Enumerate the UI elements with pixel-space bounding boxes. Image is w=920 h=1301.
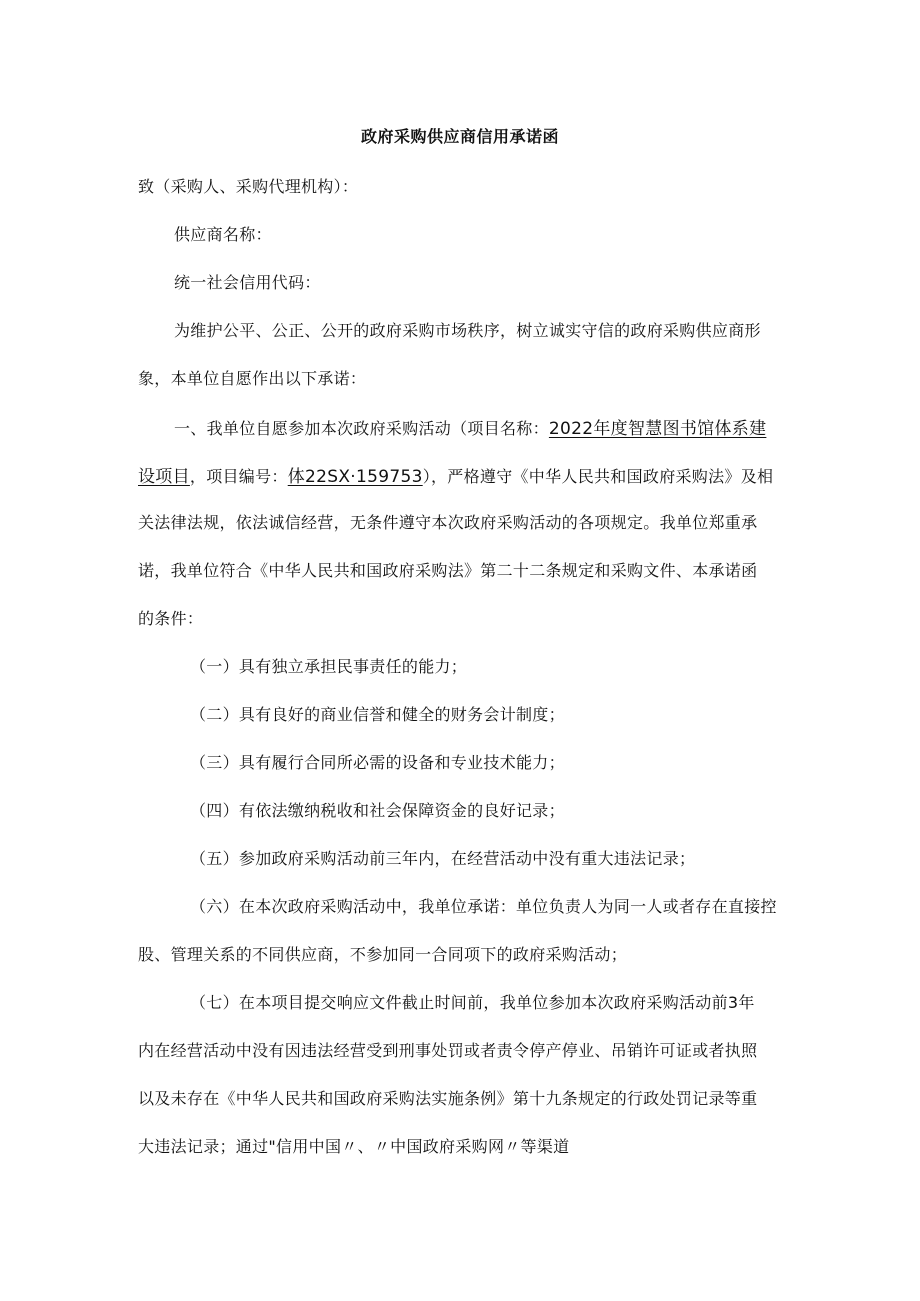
condition-7-line-2: 内在经营活动中没有因违法经营受到刑事处罚或者责令停产停业、吊销许可证或者执照 — [138, 1041, 758, 1060]
item1-line-1 — [174, 414, 766, 439]
condition-6-line-2: 股、管理关系的不同供应商，不参加同一合同项下的政府采购活动； — [138, 945, 628, 964]
condition-3: （三）具有履行合同所必需的设备和专业技术能力； — [190, 753, 565, 772]
intro-line-1: 为维护公平、公正、公开的政府采购市场秩序，树立诚实守信的政府采购供应商形 — [174, 321, 761, 340]
document-title: 政府采购供应商信用承诺函 — [360, 127, 559, 146]
condition-5: （五）参加政府采购活动前三年内，在经营活动中没有重大违法记录； — [190, 849, 696, 868]
project-name-part2: 设项目 — [138, 467, 190, 487]
item1-line-5: 的条件： — [138, 609, 204, 628]
project-name-part1: 2022年度智慧图书馆体系建 — [548, 419, 767, 439]
project-code-label: ，项目编号： — [189, 467, 288, 486]
condition-7-line-3: 以及未存在《中华人民共和国政府采购法实施条例》第十九条规定的行政处罚记录等重 — [138, 1089, 758, 1108]
item1-line2-suffix: ），严格遵守《中华人民共和国政府采购法》及相 — [422, 467, 774, 486]
item1-line-3: 关法律法规，依法诚信经营，无条件遵守本次政府采购活动的各项规定。我单位郑重承 — [138, 513, 758, 532]
item1-line-2 — [138, 462, 773, 487]
supplier-name-label: 供应商名称： — [174, 225, 272, 244]
condition-4: （四）有依法缴纳税收和社会保障资金的良好记录； — [190, 801, 565, 820]
condition-7-line-4: 大违法记录；通过"信用中国〃、〃中国政府采购网〃等渠道 — [138, 1137, 570, 1156]
credit-code-label: 统一社会信用代码： — [174, 273, 321, 292]
recipient-line: 致（采购人、采购代理机构）： — [138, 177, 359, 196]
condition-2: （二）具有良好的商业信誉和健全的财务会计制度； — [190, 705, 565, 724]
condition-7-line-1: （七）在本项目提交响应文件截止时间前，我单位参加本次政府采购活动前3年 — [190, 993, 755, 1012]
condition-1: （一）具有独立承担民事责任的能力； — [190, 657, 468, 676]
intro-line-2: 象，本单位自愿作出以下承诺： — [138, 369, 367, 388]
condition-6-line-1: （六）在本次政府采购活动中，我单位承诺：单位负责人为同一人或者存在直接控 — [190, 897, 777, 916]
project-code: 体22SX·159753 — [287, 467, 423, 487]
item1-line-4: 诺，我单位符合《中华人民共和国政府采购法》第二十二条规定和采购文件、本承诺函 — [138, 561, 758, 580]
item1-prefix: 一、我单位自愿参加本次政府采购活动（项目名称： — [174, 419, 549, 438]
